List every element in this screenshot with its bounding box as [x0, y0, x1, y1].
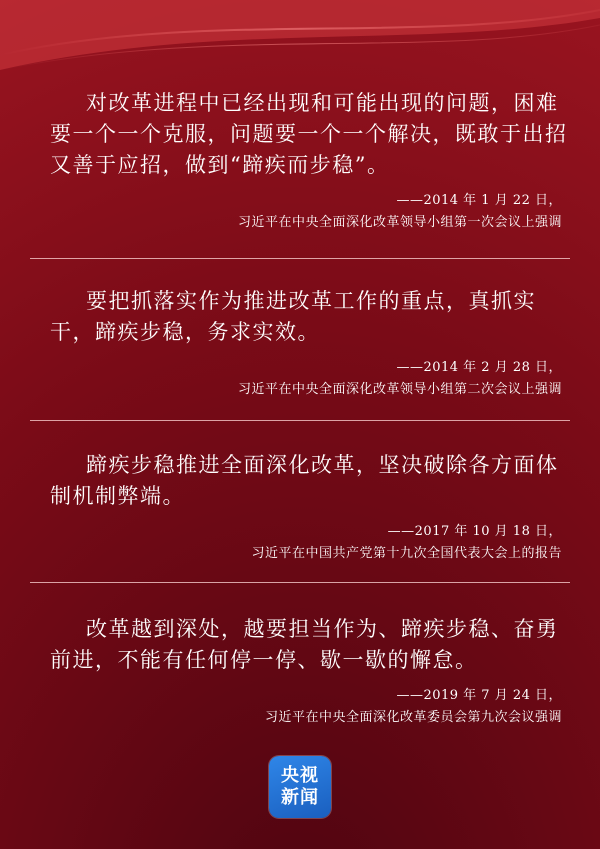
quote-block-2: [50, 286, 570, 397]
quote-date: ——2019 年 7 月 24 日，: [396, 688, 562, 703]
divider: [30, 582, 570, 583]
quote-block-4: [50, 614, 570, 725]
quote-text: 蹄疾步稳推进全面深化改革，坚决破除各方面体制机制弊端。: [50, 453, 559, 508]
quote-source: 习近平在中央全面深化改革领导小组第一次会议上强调: [237, 215, 562, 230]
divider: [30, 258, 570, 259]
divider: [30, 420, 570, 421]
quote-source: 习近平在中国共产党第十九次全国代表大会上的报告: [251, 546, 562, 561]
quote-date: ——2017 年 10 月 18 日，: [387, 524, 562, 539]
quote-text: 对改革进程中已经出现和可能出现的问题，困难要一个一个克服，问题要一个一个解决，既敢于出招又善于应招，做到“蹄疾而步稳”。: [50, 91, 568, 177]
quote-text: 要把抓落实作为推进改革工作的重点，真抓实干，蹄疾步稳，务求实效。: [50, 289, 536, 344]
quote-source: 习近平在中央全面深化改革委员会第九次会议强调: [264, 710, 562, 725]
quote-source: 习近平在中央全面深化改革领导小组第二次会议上强调: [237, 382, 562, 397]
quote-date: ——2014 年 2 月 28 日，: [396, 360, 562, 375]
cctv-news-logo: [269, 756, 331, 818]
quote-block-1: [50, 88, 570, 230]
logo-line-2: 新闻: [281, 787, 319, 808]
logo-line-1: 央视: [281, 765, 319, 786]
quote-block-3: [50, 450, 570, 561]
quote-date: ——2014 年 1 月 22 日，: [396, 193, 562, 208]
quote-text: 改革越到深处，越要担当作为、蹄疾步稳、奋勇前进，不能有任何停一停、歇一歇的懈怠。: [50, 617, 559, 672]
